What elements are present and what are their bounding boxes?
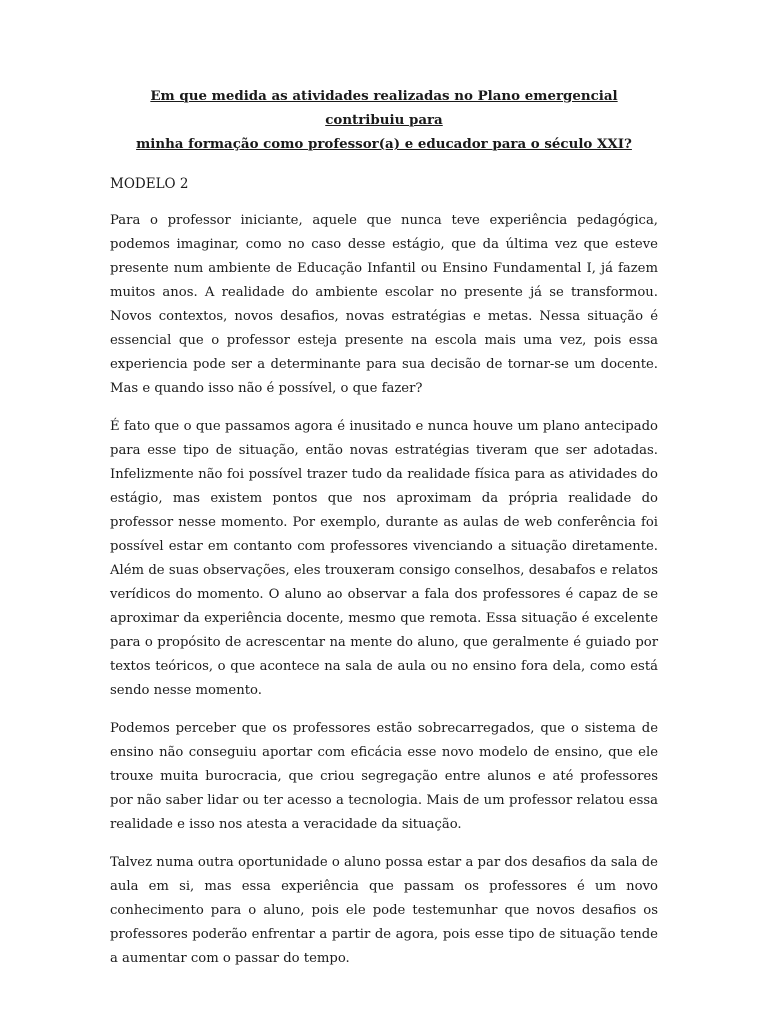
model-label: MODELO 2 <box>110 176 189 192</box>
paragraph-1: Para o professor iniciante, aquele que nunca teve experiência pedagógica, podemos imaginar, como no caso desse estágio, que da última vez que esteve presente num ambiente de Educação Infantil ou Ensino Fundamental I, já fazem muitos anos. A realidade do ambiente escolar no presente já se transformou. Novos contextos, novos desafios, novas estratégias e metas. Nessa situação é essencial que o professor esteja presente na escola mais uma vez, pois essa experiencia pode ser a determinante para sua decisão de tornar-se um docente. Mas e quando isso não é possível, o que fazer? <box>110 213 658 396</box>
paragraph-4: Talvez numa outra oportunidade o aluno possa estar a par dos desafios da sala de aula em si, mas essa experiência que passam os professores é um novo conhecimento para o aluno, pois ele pode testemunhar que novos desafios os professores poderão enfrentar a partir de agora, pois esse tipo de situação tende a aumentar com o passar do tempo. <box>110 855 658 966</box>
paragraph-2: É fato que o que passamos agora é inusitado e nunca houve um plano antecipado para esse tipo de situação, então novas estratégias tiveram que ser adotadas. Infelizmente não foi possível trazer tudo da realidade física para as atividades do estágio, mas existem pontos que nos aproximam da própria realidade do professor nesse momento. Por exemplo, durante as aulas de web conferência foi possível estar em contanto com professores vivenciando a situação diretamente. Além de suas observações, eles trouxeram consigo conselhos, desabafos e relatos verídicos do momento. O aluno ao observar a fala dos professores é capaz de se aproximar da experiência docente, mesmo que remota. Essa situação é excelente para o propósito de acrescentar na mente do aluno, que geralmente é guiado por textos teóricos, o que acontece na sala de aula ou no ensino fora dela, como está sendo nesse momento. <box>110 419 658 698</box>
document-page <box>110 84 658 985</box>
document-title <box>110 84 658 156</box>
document-title-line-2: minha formação como professor(a) e educador para o século XXI? <box>136 136 632 152</box>
paragraph-3: Podemos perceber que os professores estão sobrecarregados, que o sistema de ensino não conseguiu aportar com eficácia esse novo modelo de ensino, que ele trouxe muita burocracia, que criou segregação entre alunos e até professores por não saber lidar ou ter acesso a tecnologia. Mais de um professor relatou essa realidade e isso nos atesta a veracidade da situação. <box>110 721 658 832</box>
document-title-line-1: Em que medida as atividades realizadas no Plano emergencial contribuiu para <box>150 88 618 128</box>
